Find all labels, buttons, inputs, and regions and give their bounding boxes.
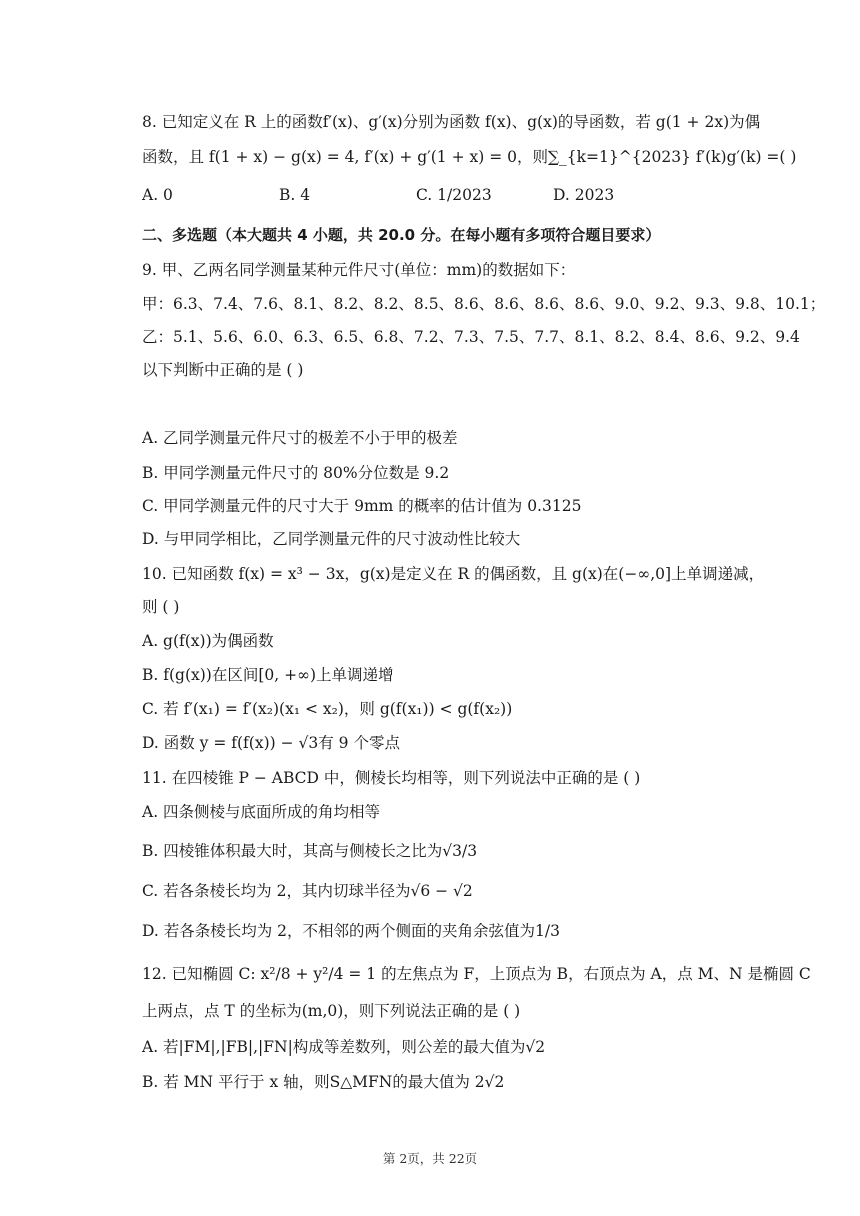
q11-option-b: B. 四棱锥体积最大时，其高与侧棱长之比为√3/3 (142, 842, 478, 860)
q9-data-yi: 乙：5.1、5.6、6.0、6.3、6.5、6.8、7.2、7.3、7.5、7.7、8.1、8.2、8.4、8.6、9.2、9.4 (142, 328, 800, 346)
q9-option-a: A. 乙同学测量元件尺寸的极差不小于甲的极差 (142, 429, 458, 447)
q11-option-c: C. 若各条棱长均为 2，其内切球半径为√6 − √2 (142, 882, 473, 900)
section-heading-multi: 二、多选题（本大题共 4 小题，共 20.0 分。在每小题有多项符合题目要求） (142, 226, 661, 244)
q10-option-c: C. 若 f′(x₁) = f′(x₂)(x₁ < x₂)，则 g(f(x₁)) < g(f(x₂)) (142, 700, 513, 718)
q12-option-b: B. 若 MN 平行于 x 轴，则S△MFN的最大值为 2√2 (142, 1073, 505, 1091)
q9-ask: 以下判断中正确的是 ( ) (142, 361, 304, 379)
q11-option-d: D. 若各条棱长均为 2，不相邻的两个侧面的夹角余弦值为1/3 (142, 922, 560, 940)
page-footer: 第 2页，共 22页 (382, 1151, 478, 1166)
q9-option-c: C. 甲同学测量元件的尺寸大于 9mm 的概率的估计值为 0.3125 (142, 497, 582, 515)
q9-option-d: D. 与甲同学相比，乙同学测量元件的尺寸波动性比较大 (142, 530, 521, 548)
q8-choice-b: B. 4 (279, 186, 311, 204)
q12-line1: 12. 已知椭圆 C: x²/8 + y²/4 = 1 的左焦点为 F，上顶点为 B，右顶点为 A，点 M、N 是椭圆 C (142, 965, 811, 983)
q9-stem: 9. 甲、乙两名同学测量某种元件尺寸(单位：mm)的数据如下： (142, 261, 576, 279)
q10-option-d: D. 函数 y = f(f(x)) − √3有 9 个零点 (142, 734, 400, 752)
q10-option-a: A. g(f(x))为偶函数 (142, 632, 274, 650)
q11-stem: 11. 在四棱锥 P − ABCD 中，侧棱长均相等，则下列说法中正确的是 ( ) (142, 769, 641, 787)
q8-choices (142, 184, 800, 206)
q8-choice-a: A. 0 (142, 186, 173, 204)
q8-line1: 8. 已知定义在 R 上的函数f′(x)、g′(x)分别为函数 f(x)、g(x)的导函数，若 g(1 + 2x)为偶 (142, 113, 761, 131)
q10-line1: 10. 已知函数 f(x) = x³ − 3x，g(x)是定义在 R 的偶函数，且 g(x)在(−∞,0]上单调递减， (142, 565, 765, 583)
q9-data-jia: 甲：6.3、7.4、7.6、8.1、8.2、8.2、8.5、8.6、8.6、8.6、8.6、9.0、9.2、9.3、9.8、10.1； (142, 295, 826, 313)
q9-option-b: B. 甲同学测量元件尺寸的 80%分位数是 9.2 (142, 464, 450, 482)
q8-choice-d: D. 2023 (553, 186, 615, 204)
q12-line2: 上两点，点 T 的坐标为(m,0)，则下列说法正确的是 ( ) (142, 1002, 521, 1020)
q12-option-a: A. 若|FM|,|FB|,|FN|构成等差数列，则公差的最大值为√2 (142, 1038, 546, 1056)
q10-line2: 则 ( ) (142, 598, 180, 616)
q8-line2: 函数，且 f(1 + x) − g(x) = 4, f′(x) + g′(1 + x) = 0，则∑_{k=1}^{2023} f′(k)g′(k) =( ) (142, 148, 797, 166)
q10-option-b: B. f(g(x))在区间[0, +∞)上单调递增 (142, 666, 394, 684)
q11-option-a: A. 四条侧棱与底面所成的角均相等 (142, 803, 381, 821)
q8-choice-c: C. 1/2023 (416, 186, 492, 204)
